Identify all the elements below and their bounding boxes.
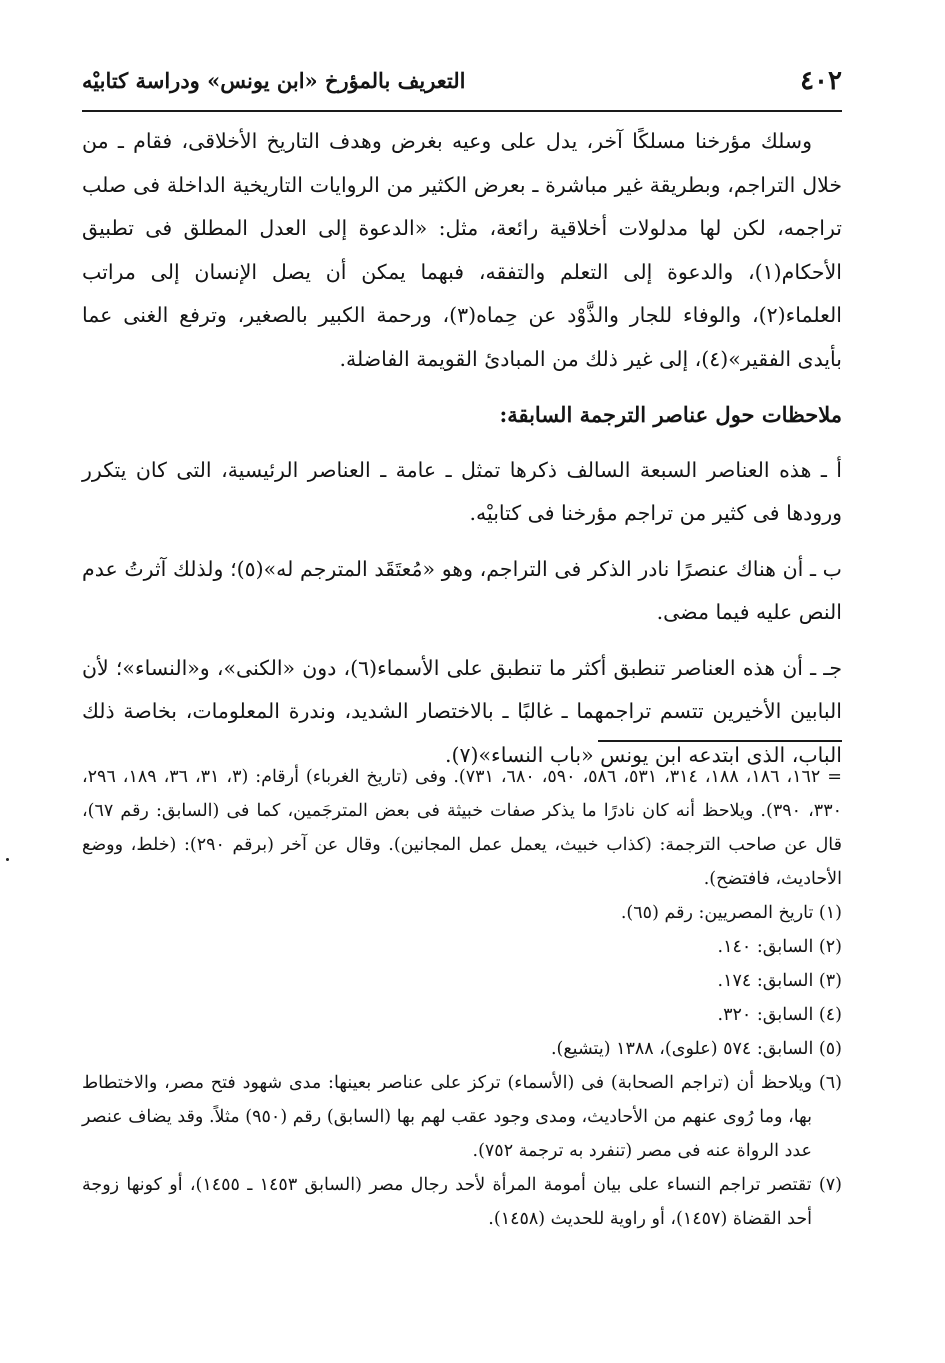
paragraph-historian-method: وسلك مؤرخنا مسلكًا آخر، يدل على وعيه بغرض وهدف التاريخ الأخلاقى، فقام ـ من خلال التراجم، وبطريقة غير مباشرة ـ بعرض الكثير من الروايات التاريخية الداخلة فى صلب تراجمه، لكن لها مدلولات أخلاقية رائعة، مثل: «الدعوة إلى العدل المطلق فى تطبيق الأحكام(١)، والدعوة إلى التعلم والتفقه، فبهما يمكن أن يصل الإنسان إلى مراتب العلماء(٢)، والوفاء للجار والذَّوْد عن حِماه(٣)، ورحمة الكبير بالصغير، وترفع الغنى عما بأيدى الفقير»(٤)، إلى غير ذلك من المبادئ القويمة الفاضلة. [82, 129, 842, 371]
footnote-3: (٣) السابق: ١٧٤. [717, 971, 842, 991]
page-header [82, 62, 842, 106]
running-title: التعريف بالمؤرخ «ابن يونس» ودراسة كتابيْه [82, 68, 466, 93]
note-item-a: أ ـ هذه العناصر السبعة السالف ذكرها تمثل ـ عامة ـ العناصر الرئيسية، التى كان يتكرر ورودها فى كثير من تراجم مؤرخنا فى كتابيْه. [82, 457, 842, 525]
footnote-4: (٤) السابق: ٣٢٠. [717, 1005, 842, 1025]
footnote-7: (٧) تقتصر تراجم النساء على بيان أمومة المرأة لأحد رجال مصر (السابق ١٤٥٣ ـ ١٤٥٥)، أو كونها زوجة أحد القضاة (١٤٥٧)، أو راوية للحديث (١٤٥٨). [82, 1175, 842, 1229]
footnote-1: (١) تاريخ المصريين: رقم (٦٥). [620, 903, 842, 923]
note-item-b: ب ـ أن هناك عنصرًا نادر الذكر فى التراجم، وهو «مُعتَقَد المترجم له»(٥)؛ ولذلك آثرتُ عدم النص عليه فيما مضى. [82, 556, 842, 624]
note-item-c: جـ ـ أن هذه العناصر تنطبق أكثر ما تنطبق على الأسماء(٦)، دون «الكنى»، و«النساء»؛ لأن البابين الأخيرين تتسم تراجمهما ـ غالبًا ـ بالاختصار الشديد، وندرة المعلومات، بخاصة ذلك الباب، الذى ابتدعه ابن يونس «باب النساء»(٧). [82, 655, 842, 767]
footnote-separator [598, 740, 842, 742]
footnote-continuation: = ١٦٢، ١٨٦، ١٨٨، ٣١٤، ٥٣١، ٥٨٦، ٥٩٠، ٦٨٠، ٧٣١). وفى (تاريخ الغرباء) أرقام: (٣، ٣١، ٣٦، ١٨٩، ٢٩٦، ٣٣٠، ٣٩٠). ويلاحظ أنه كان نادرًا ما يذكر صفات خبيثة فى بعض المترجَمين، كما فى (السابق: رقم ٦٧)، قال عن صاحب الترجمة: (كذاب خبيث، يعمل عمل المجانين). وقال عن آخر (برقم ٢٩٠): (خلط، ووضع الأحاديث، فافتضح). [82, 767, 842, 889]
footnote-5: (٥) السابق: ٥٧٤ (علوى)، ١٣٨٨ (يتشيع). [550, 1039, 842, 1059]
section-heading: ملاحظات حول عناصر الترجمة السابقة: [499, 402, 842, 427]
main-text [82, 120, 842, 777]
footnote-6: (٦) ويلاحظ أن (تراجم الصحابة) فى (الأسماء) تركز على عناصر بعينها: مدى شهود فتح مصر، والاختطاط بها، وما رُوى عنهم من الأحاديث، ومدى وجود عقب لهم بها (السابق) رقم (٩٥٠) مثلاً. وقد يضاف عنصر عدد الرواة عنه فى مصر (تنفرد به ترجمة ٧٥٢). [82, 1073, 842, 1161]
header-rule [82, 110, 842, 112]
footnotes [82, 760, 842, 1236]
footnote-2: (٢) السابق: ١٤٠. [717, 937, 842, 957]
page-number: ٤٠٢ [800, 66, 842, 96]
scan-speck [6, 858, 9, 861]
